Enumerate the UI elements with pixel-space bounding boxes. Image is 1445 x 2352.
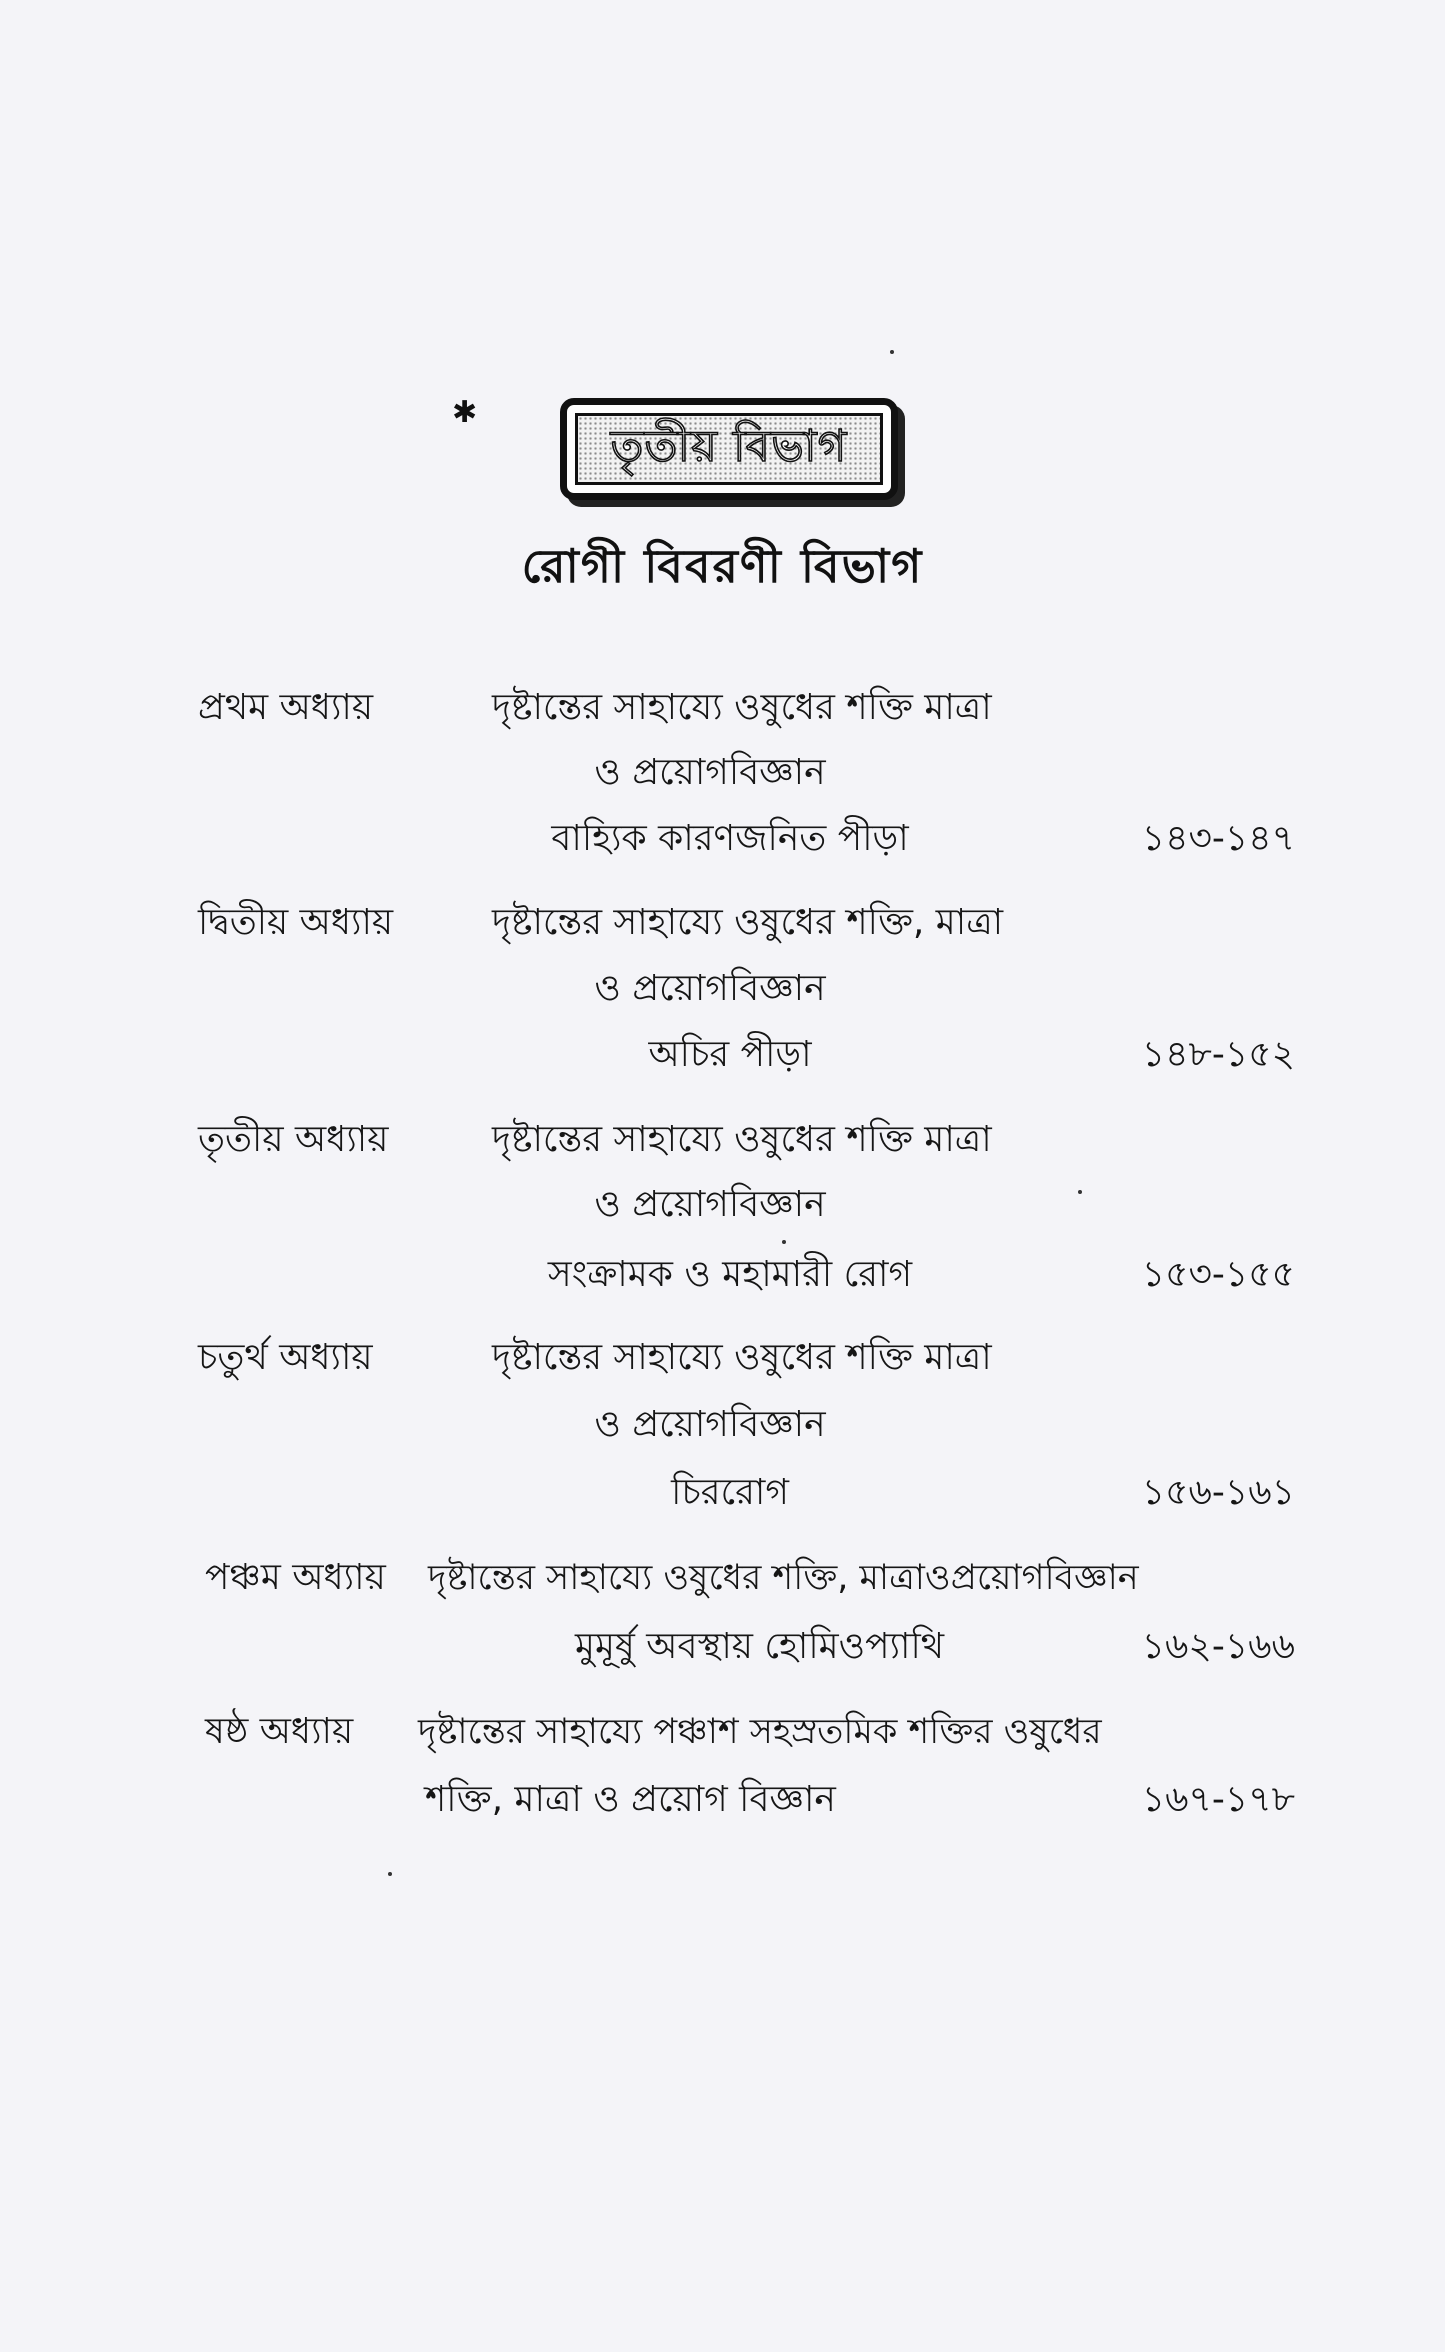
section-title: তৃতীয় বিভাগ bbox=[610, 420, 848, 472]
print-speck bbox=[782, 1240, 786, 1244]
page-range: ১৬২-১৬৬ bbox=[1141, 1626, 1295, 1667]
print-speck bbox=[388, 1872, 392, 1876]
chapter-topic: মুমূর্ষু অবস্থায় হোমিওপ্যাথি bbox=[575, 1626, 945, 1667]
chapter-title-line-1: দৃষ্টান্তের সাহায্যে ওষুধের শক্তি মাত্রা bbox=[492, 1119, 992, 1160]
chapter-title-line-1: দৃষ্টান্তের সাহায্যে ওষুধের শক্তি, মাত্রাওপ্রয়োগবিজ্ঞান bbox=[428, 1558, 1139, 1598]
page-range: ১৫৬-১৬১ bbox=[1141, 1472, 1295, 1513]
page-range: ১৪৮-১৫২ bbox=[1141, 1034, 1295, 1075]
chapter-title-line-2: ও প্রয়োগবিজ্ঞান bbox=[594, 968, 826, 1009]
chapter-topic: অচির পীড়া bbox=[648, 1034, 812, 1075]
chapter-title-line-1: দৃষ্টান্তের সাহায্যে ওষুধের শক্তি, মাত্রা bbox=[492, 902, 1004, 943]
chapter-label: ষষ্ঠ অধ্যায় bbox=[205, 1711, 354, 1752]
chapter-title-line-1: দৃষ্টান্তের সাহায্যে পঞ্চাশ সহস্রতমিক শক্তির ওষুধের bbox=[418, 1712, 1102, 1752]
chapter-label: দ্বিতীয় অধ্যায় bbox=[198, 902, 394, 943]
section-subtitle: রোগী বিবরণী বিভাগ bbox=[521, 539, 924, 593]
chapter-title-line-1: দৃষ্টান্তের সাহায্যে ওষুধের শক্তি মাত্রা bbox=[492, 1337, 992, 1378]
page-range: ১৬৭-১৭৮ bbox=[1141, 1779, 1295, 1820]
ink-blot-icon: ✱ bbox=[452, 395, 478, 430]
chapter-topic: সংক্রামক ও মহামারী রোগ bbox=[547, 1254, 913, 1295]
print-speck bbox=[1078, 1190, 1082, 1194]
print-speck bbox=[890, 350, 894, 354]
chapter-label: তৃতীয় অধ্যায় bbox=[198, 1119, 389, 1160]
chapter-topic: চিররোগ bbox=[671, 1472, 789, 1513]
chapter-label: চতুর্থ অধ্যায় bbox=[198, 1337, 373, 1378]
chapter-topic: বাহ্যিক কারণজনিত পীড়া bbox=[551, 818, 909, 859]
section-heading-box bbox=[560, 398, 898, 500]
chapter-label: পঞ্চম অধ্যায় bbox=[205, 1557, 386, 1598]
chapter-title-line-2: ও প্রয়োগবিজ্ঞান bbox=[594, 1184, 826, 1225]
section-heading-inner bbox=[575, 413, 883, 485]
page-range: ১৪৩-১৪৭ bbox=[1141, 818, 1295, 859]
chapter-title-line-1: দৃষ্টান্তের সাহায্যে ওষুধের শক্তি মাত্রা bbox=[492, 687, 992, 728]
chapter-label: প্রথম অধ্যায় bbox=[198, 687, 374, 728]
chapter-title-line-2: ও প্রয়োগবিজ্ঞান bbox=[594, 752, 826, 793]
chapter-title-line-2: শক্তি, মাত্রা ও প্রয়োগ বিজ্ঞান bbox=[425, 1779, 836, 1820]
chapter-title-line-2: ও প্রয়োগবিজ্ঞান bbox=[594, 1404, 826, 1445]
page-range: ১৫৩-১৫৫ bbox=[1141, 1254, 1295, 1295]
